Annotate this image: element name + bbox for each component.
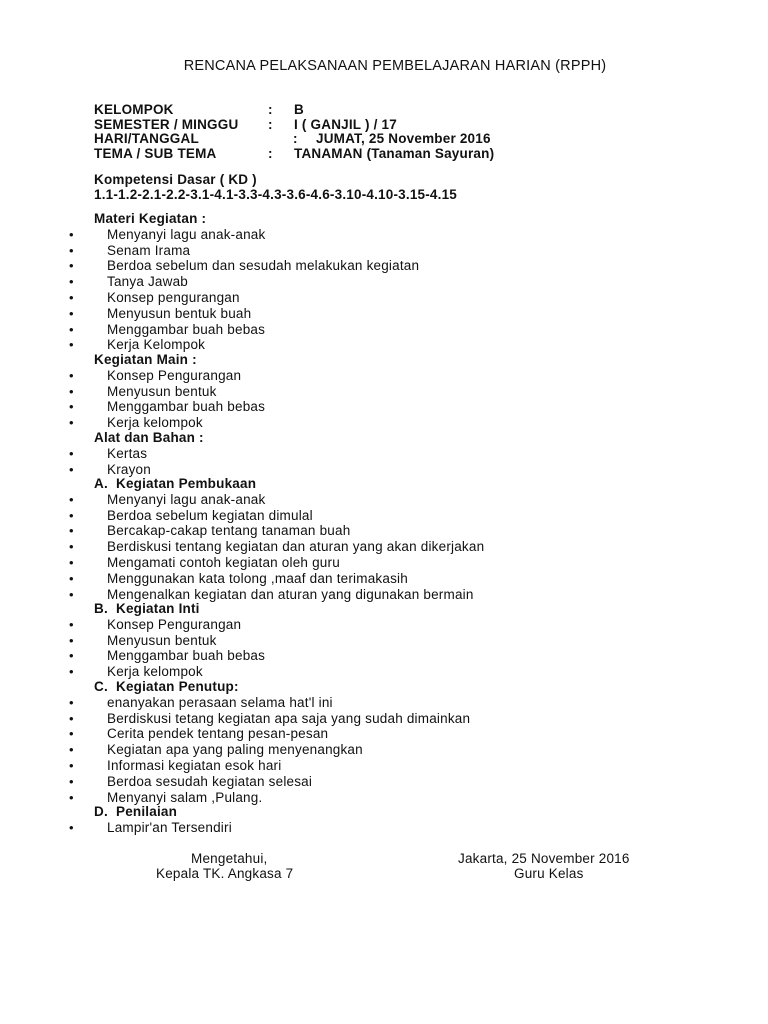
list-item-text: Krayon xyxy=(107,461,151,477)
section-title: Kegiatan Pembukaan xyxy=(116,476,257,491)
section-heading-inti xyxy=(94,601,200,617)
section-letter: A. xyxy=(94,476,108,491)
list-item-text: Kerja Kelompok xyxy=(107,337,206,353)
list-item-text: Menyanyi lagu anak-anak xyxy=(107,226,266,242)
signature-right-line2: Guru Kelas xyxy=(514,866,584,881)
info-value: B xyxy=(294,102,304,117)
list-item-text: Mengenalkan kegiatan dan aturan yang digunakan bermain xyxy=(107,586,474,602)
signature-left-line2: Kepala TK. Angkasa 7 xyxy=(156,866,294,881)
info-value: I ( GANJIL ) / 17 xyxy=(294,117,397,132)
bullet-icon: • xyxy=(69,616,74,632)
list-item-text: Berdiskusi tentang kegiatan dan aturan yang akan dikerjakan xyxy=(107,539,485,555)
bullet-icon: • xyxy=(69,321,74,337)
bullet-icon: • xyxy=(69,290,74,305)
list-item-text: Berdoa sebelum dan sesudah melakukan kegiatan xyxy=(107,258,420,274)
info-label: TEMA / SUB TEMA xyxy=(94,146,217,161)
section-letter: C. xyxy=(94,679,108,694)
list-item-text: Menggambar buah bebas xyxy=(107,399,266,415)
bullet-icon: • xyxy=(69,415,74,431)
info-colon: : xyxy=(293,131,298,146)
section-title: Penilaian xyxy=(116,804,178,819)
bullet-icon: • xyxy=(69,758,74,773)
bullet-icon: • xyxy=(69,773,74,789)
bullet-icon: • xyxy=(69,274,74,290)
info-colon: : xyxy=(268,146,273,161)
bullet-icon: • xyxy=(69,523,74,539)
info-value: TANAMAN (Tanaman Sayuran) xyxy=(294,146,495,161)
section-letter: D. xyxy=(94,804,108,819)
list-item-text: Menyusun bentuk xyxy=(107,383,217,399)
bullet-icon: • xyxy=(69,226,74,242)
bullet-icon: • xyxy=(69,694,74,710)
section-title: Kegiatan Inti xyxy=(116,601,200,616)
list-item-text: Kegiatan apa yang paling menyenangkan xyxy=(107,742,363,758)
list-item-text: Cerita pendek tentang pesan-pesan xyxy=(107,726,329,742)
signature-right-line1: Jakarta, 25 November 2016 xyxy=(458,851,630,866)
info-colon: : xyxy=(268,102,273,117)
bullet-icon: • xyxy=(69,726,74,742)
bullet-icon: • xyxy=(69,648,74,664)
section-heading-materi: Materi Kegiatan : xyxy=(94,211,207,226)
bullet-icon: • xyxy=(69,742,74,758)
list-item-text: Berdoa sebelum kegiatan dimulal xyxy=(107,507,313,523)
bullet-icon: • xyxy=(69,555,74,570)
bullet-icon: • xyxy=(69,710,74,726)
info-label: SEMESTER / MINGGU xyxy=(94,117,239,132)
bullet-icon: • xyxy=(69,337,74,353)
list-item-text: Tanya Jawab xyxy=(107,274,188,290)
kd-heading: Kompetensi Dasar ( KD ) xyxy=(94,172,257,187)
kd-codes: 1.1-1.2-2.1-2.2-3.1-4.1-3.3-4.3-3.6-4.6-3.10-4.10-3.15-4.15 xyxy=(94,187,458,202)
bullet-icon: • xyxy=(69,819,74,835)
section-heading-alat: Alat dan Bahan : xyxy=(94,430,204,445)
info-label: KELOMPOK xyxy=(94,102,174,117)
bullet-icon: • xyxy=(69,242,74,258)
bullet-icon: • xyxy=(69,461,74,477)
list-item-text: Senam Irama xyxy=(107,242,191,258)
list-item-text: Kerja kelompok xyxy=(107,415,203,431)
bullet-icon: • xyxy=(69,258,74,274)
section-heading-kegiatan-main: Kegiatan Main : xyxy=(94,352,197,367)
section-heading-penilaian xyxy=(94,804,177,820)
bullet-icon: • xyxy=(69,383,74,399)
list-item-text: Konsep Pengurangan xyxy=(107,367,242,383)
info-value: JUMAT, 25 November 2016 xyxy=(316,131,491,146)
list-item-text: Informasi kegiatan esok hari xyxy=(107,758,282,773)
section-title: Kegiatan Penutup: xyxy=(116,679,239,694)
bullet-icon: • xyxy=(69,507,74,523)
info-colon: : xyxy=(268,117,273,132)
list-item-text: Menggambar buah bebas xyxy=(107,648,266,664)
info-label: HARI/TANGGAL xyxy=(94,131,199,146)
list-item-text: Menyanyi salam ,Pulang. xyxy=(107,789,263,805)
page-title: RENCANA PELAKSANAAN PEMBELAJARAN HARIAN (RPPH) xyxy=(183,58,607,74)
bullet-icon: • xyxy=(69,664,74,680)
list-item-text: Kerja kelompok xyxy=(107,664,203,680)
bullet-icon: • xyxy=(69,570,74,586)
list-item-text: Bercakap-cakap tentang tanaman buah xyxy=(107,523,351,539)
bullet-icon: • xyxy=(69,305,74,321)
bullet-icon: • xyxy=(69,789,74,805)
bullet-icon: • xyxy=(69,632,74,648)
list-item-text: Kertas xyxy=(107,445,148,461)
list-item-text: enanyakan perasaan selama hat'l ini xyxy=(107,694,333,710)
list-item-text: Menggambar buah bebas xyxy=(107,321,266,337)
bullet-icon: • xyxy=(69,539,74,555)
bullet-icon: • xyxy=(69,491,74,507)
list-item-text: Konsep pengurangan xyxy=(107,290,240,305)
bullet-icon: • xyxy=(69,445,74,461)
bullet-icon: • xyxy=(69,586,74,602)
list-item-text: Konsep Pengurangan xyxy=(107,616,242,632)
list-item-text: Berdiskusi tetang kegiatan apa saja yang sudah dimainkan xyxy=(107,710,471,726)
bullet-icon: • xyxy=(69,367,74,383)
signature-left-line1: Mengetahui, xyxy=(191,851,268,866)
list-item-text: Menggunakan kata tolong ,maaf dan terimakasih xyxy=(107,570,408,586)
list-item-text: Mengamati contoh kegiatan oleh guru xyxy=(107,555,340,570)
list-item-text: Berdoa sesudah kegiatan selesai xyxy=(107,773,313,789)
section-letter: B. xyxy=(94,601,108,616)
list-item-text: Menyanyi lagu anak-anak xyxy=(107,491,266,507)
list-item-text: Lampir'an Tersendiri xyxy=(107,819,232,835)
section-heading-penutup xyxy=(94,679,239,695)
section-heading-pembukaan xyxy=(94,476,256,492)
list-item-text: Menyusun bentuk buah xyxy=(107,305,252,321)
list-item-text: Menyusun bentuk xyxy=(107,632,217,648)
bullet-icon: • xyxy=(69,399,74,415)
